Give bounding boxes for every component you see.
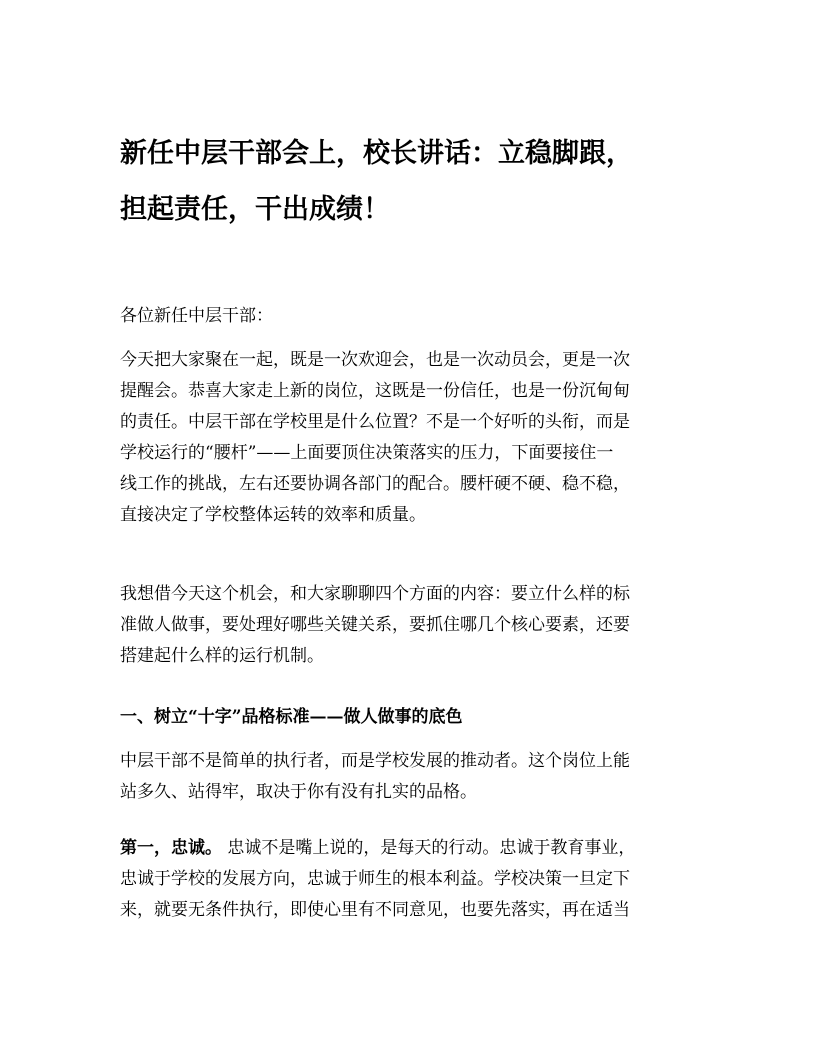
paragraph-line: 学校运行的“腰杆”——上面要顶住决策落实的压力，下面要接住一: [120, 443, 614, 463]
paragraph-line: 准做人做事，要处理好哪些关键关系，要抓住哪几个核心要素，还要: [120, 615, 630, 635]
paragraph-line: 我想借今天这个机会，和大家聊聊四个方面的内容：要立什么样的标: [120, 584, 630, 604]
paragraph-line: 线工作的挑战，左右还要协调各部门的配合。腰杆硬不硬、稳不稳，: [120, 474, 630, 494]
greeting: [120, 301, 690, 332]
paragraph-line: 直接决定了学校整体运转的效率和质量。: [120, 505, 426, 525]
paragraph-line: [120, 833, 690, 864]
paragraph-3: [120, 746, 690, 808]
paragraph-4: [120, 833, 690, 926]
paragraph-lead: 第一，忠诚。: [120, 838, 222, 858]
paragraph-line: 来，就要无条件执行，即使心里有不同意见，也要先落实，再在适当: [120, 900, 630, 920]
section-heading-1: [120, 702, 690, 733]
paragraph-lead-rest: 忠诚不是嘴上说的，是每天的行动。忠诚于教育事业，: [227, 838, 636, 858]
greeting-text: 各位新任中层干部：: [120, 306, 273, 326]
title-line: 新任中层干部会上，校长讲话：立稳脚跟，: [120, 138, 633, 169]
paragraph-1: [120, 345, 690, 531]
section-heading-text: 一、树立“十字”品格标准——做人做事的底色: [120, 707, 463, 727]
paragraph-line: 提醒会。恭喜大家走上新的岗位，这既是一份信任，也是一份沉甸甸: [120, 381, 630, 401]
title-line: 担起责任，干出成绩！: [120, 194, 390, 225]
paragraph-line: 站多久、站得牢，取决于你有没有扎实的品格。: [120, 782, 477, 802]
paragraph-2: [120, 579, 690, 672]
document-title: [120, 126, 700, 238]
paragraph-line: 的责任。中层干部在学校里是什么位置？不是一个好听的头衔，而是: [120, 412, 630, 432]
paragraph-line: 今天把大家聚在一起，既是一次欢迎会，也是一次动员会，更是一次: [120, 350, 630, 370]
paragraph-line: 搭建起什么样的运行机制。: [120, 646, 324, 666]
paragraph-line: 忠诚于学校的发展方向，忠诚于师生的根本利益。学校决策一旦定下: [120, 869, 630, 889]
paragraph-line: 中层干部不是简单的执行者，而是学校发展的推动者。这个岗位上能: [120, 751, 630, 771]
